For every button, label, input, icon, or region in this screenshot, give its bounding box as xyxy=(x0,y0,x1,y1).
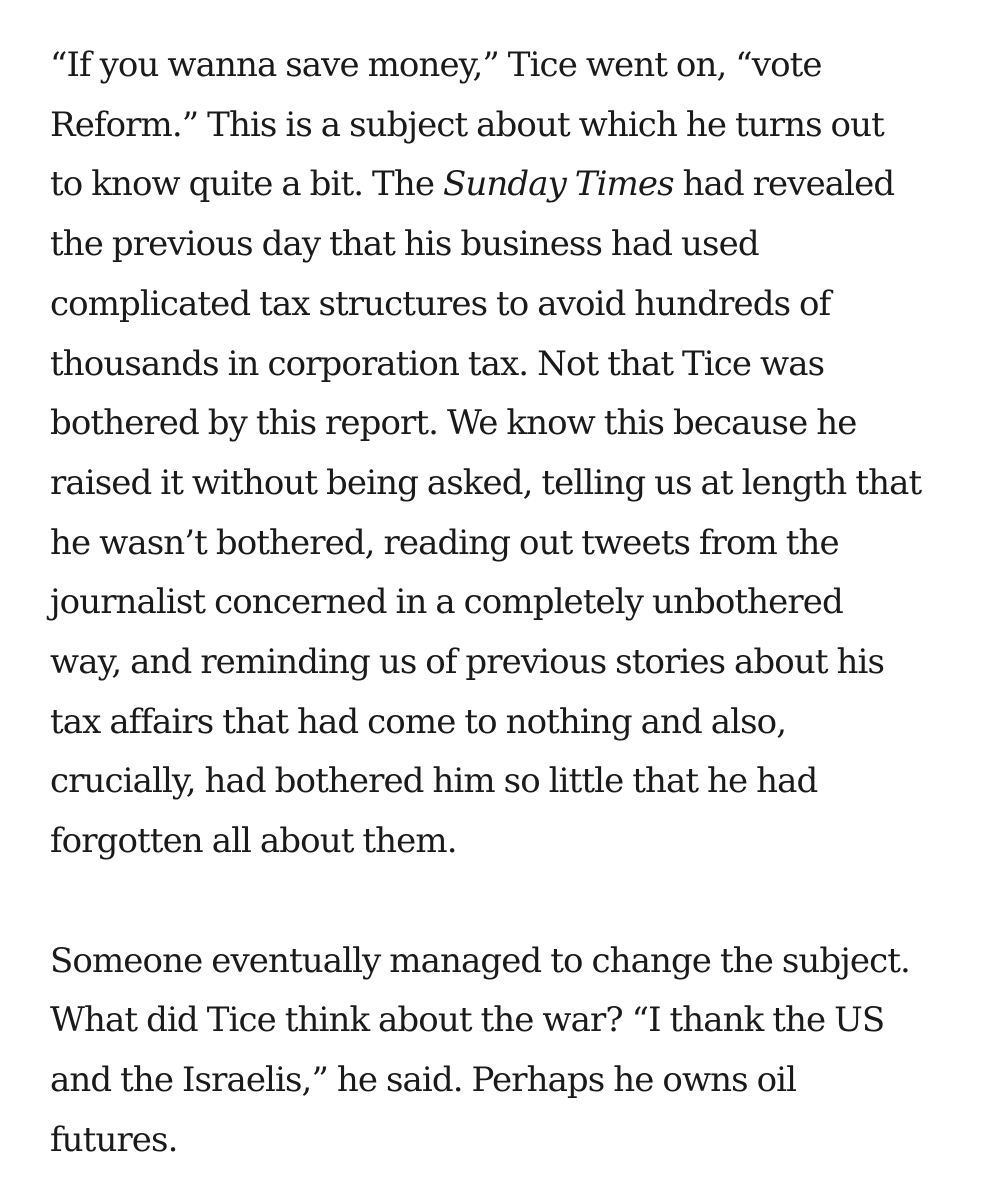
text-line: and the Israelis,” he said. Perhaps he owns oil xyxy=(50,1059,797,1100)
paragraph-1 xyxy=(50,36,950,872)
text-line: Someone eventually managed to change the subject. xyxy=(50,940,910,981)
text-line: forgotten all about them. xyxy=(50,821,457,862)
text-line: “If you wanna save money,” Tice went on, “vote xyxy=(50,45,822,85)
text-line: way, and reminding us of previous stories about his xyxy=(50,642,885,683)
text-run: to know quite a bit. The xyxy=(50,164,443,205)
publication-title: Sunday Times xyxy=(442,164,674,205)
article-body xyxy=(50,36,950,1170)
text-line: thousands in corporation tax. Not that Tice was xyxy=(50,343,825,384)
text-line: crucially, had bothered him so little that he had xyxy=(50,761,818,802)
text-line: journalist concerned in a completely unbothered xyxy=(50,582,843,623)
text-line xyxy=(50,155,950,215)
text-line: tax affairs that had come to nothing and also, xyxy=(50,701,787,742)
text-run: had revealed xyxy=(673,164,895,205)
text-line: bothered by this report. We know this because he xyxy=(50,403,857,444)
text-line: What did Tice think about the war? “I thank the US xyxy=(50,1000,885,1041)
text-line: complicated tax structures to avoid hundreds of xyxy=(50,283,831,324)
text-line: raised it without being asked, telling us at length that xyxy=(50,462,922,503)
text-line: futures. xyxy=(50,1119,178,1160)
text-line: Reform.” This is a subject about which he turns out xyxy=(50,104,884,145)
paragraph-2 xyxy=(50,932,950,1171)
text-line: the previous day that his business had used xyxy=(50,224,759,265)
text-line: he wasn’t bothered, reading out tweets from the xyxy=(50,522,839,563)
